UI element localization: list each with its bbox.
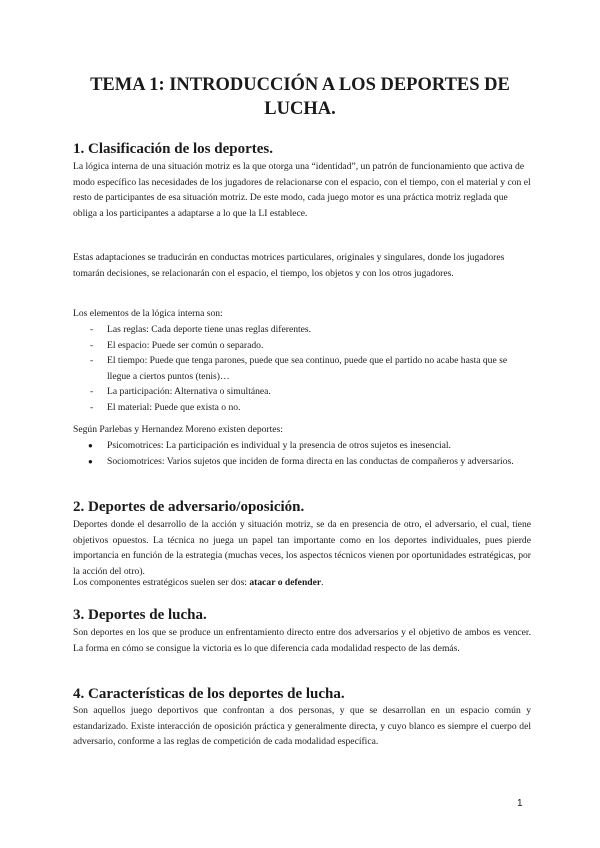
section-4-paragraph-1: Son aquellos juego deportivos que confrontan a dos personas, y que se desarrollan en un espacio común y estandarizado. Existe interacción de oposición práctica y generalmente directa, y cuyo blanco es siempre el cuerpo del adversario, conforme a las reglas de competición de cada modalidad específica. [73,705,531,747]
document-title [0,73,600,121]
section-3-heading: 3. Deportes de lucha. [73,607,207,623]
strategic-components: atacar o defender [249,577,322,588]
list-item: - La participación: Alternativa o simultánea. [90,386,271,397]
section-1-paragraph-2: Estas adaptaciones se traducirán en conductas motrices particulares, originales y singulares, donde los jugadores tomarán decisiones, se relacionarán con el espacio, el tiempo, los objetos y con los otros jugadores. [73,252,505,279]
bullet-icon: ● [88,456,93,466]
page-number: 1 [517,798,523,809]
list-item: ● Psicomotrices: La participación es individual y la presencia de otros sujetos es inesencial. [73,438,531,454]
section-3-paragraph-1: Son deportes en los que se produce un enfrentamiento directo entre dos adversarios y el objetivo de ambos es vencer. La forma en cómo se consigue la victoria es lo que diferencia cada modalidad respecto de las demás. [73,627,531,654]
section-1-paragraph-1: La lógica interna de una situación motriz es la que otorga una “identidad”, un patrón de funcionamiento que activa de modo específico las necesidades de los jugadores de relacionarse con el espacio, con el tiempo, con el material y con el resto de participantes de esa situación motriz. De este modo, cada juego motor es una práctica motriz reglada que obliga a los participantes a adaptarse a lo que la LI establece. [73,161,531,219]
list-item: - El material: Puede que exista o no. [90,401,241,413]
title-line-1: TEMA 1: INTRODUCCIÓN A LOS DEPORTES DE [90,75,510,95]
section-4-heading: 4. Características de los deportes de lucha. [73,686,345,702]
list-item: ● Sociomotrices: Varios sujetos que inciden de forma directa en las conductas de compañeros y adversarios. [73,454,531,470]
list-item: - El tiempo: Puede que tenga parones, puede que sea continuo, puede que el partido no acabe hasta que se llegue a ciertos puntos (tenis)… [90,355,508,382]
list-item: - Las reglas: Cada deporte tiene unas reglas diferentes. [90,324,312,335]
bullet-icon: ● [88,441,93,450]
elements-list [73,322,531,415]
types-list [73,438,531,469]
section-2-paragraph-2: Los componentes estratégicos suelen ser dos: atacar o defender. [73,577,324,588]
types-intro: Según Parlebas y Hernandez Moreno existen deportes: [73,424,283,435]
list-item: - El espacio: Puede ser común o separado. [90,339,264,351]
elements-intro: Los elementos de la lógica interna son: [73,308,223,319]
section-1-heading: 1. Clasificación de los deportes. [73,141,273,157]
section-2-paragraph-1: Deportes donde el desarrollo de la acción y situación motriz, se da en presencia de otro, el adversario, el cual, tiene objetivos opuestos. La técnica no juega un papel tan importante como en los deportes individuales, pues pierde importancia en función de la estrategia (muchas veces, los aspectos técnicos vienen por oportunidades estratégicas, por la acción del otro). [73,519,531,577]
title-line-2: LUCHA. [264,99,336,119]
section-2-heading: 2. Deportes de adversario/oposición. [73,499,305,515]
